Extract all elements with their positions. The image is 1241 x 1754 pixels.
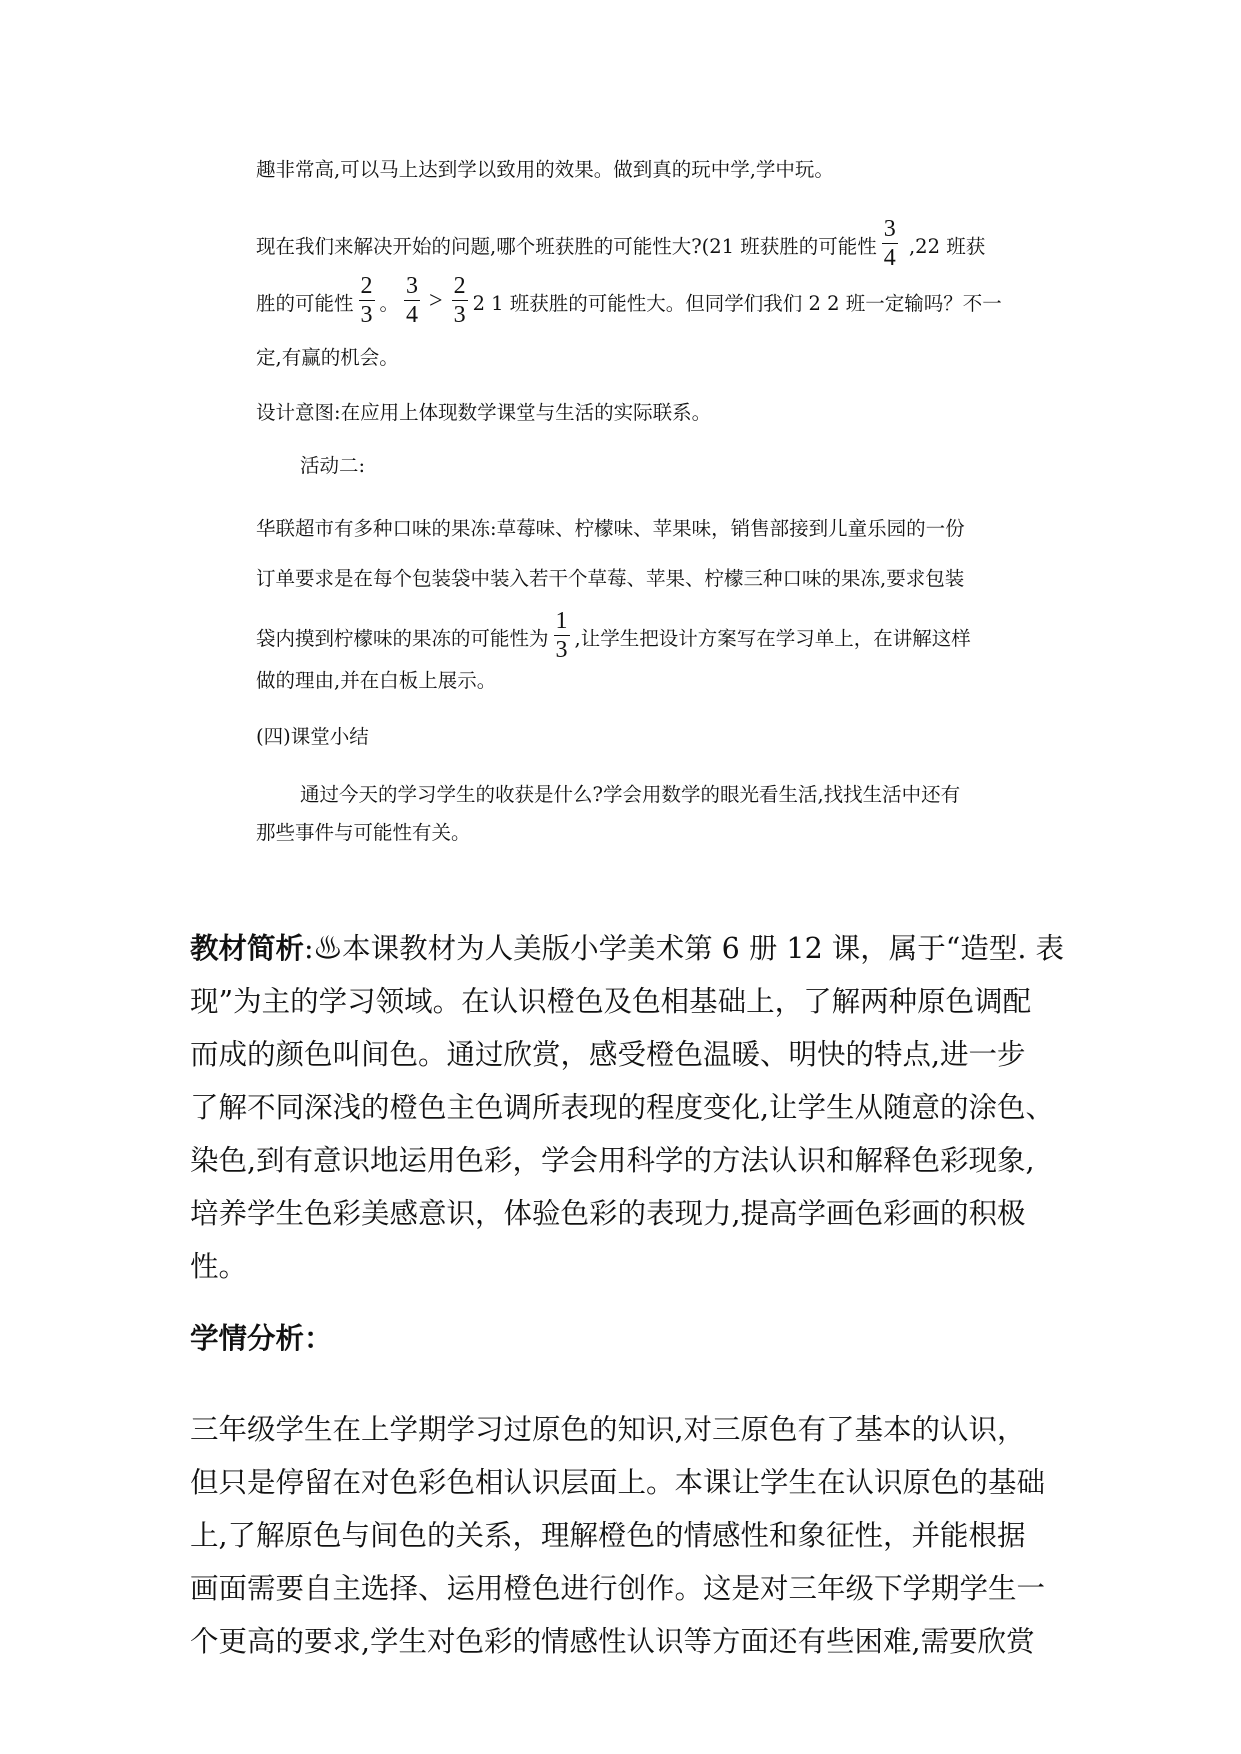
fraction-numerator: 1 [555,608,568,634]
textbook-analysis-line-5: 染色,到有意识地运用色彩，学会用科学的方法认识和解释色彩现象, [190,1144,1035,1177]
summary-line-2: 那些事件与可能性有关。 [256,821,471,844]
learner-analysis-heading: 学情分析： [190,1322,333,1355]
activity-text: ,让学生把设计方案写在学习单上，在讲解这样 [574,627,971,650]
summary-line-1: 通过今天的学习学生的收获是什么?学会用数学的眼光看生活,找找生活中还有 [300,783,961,806]
fraction [452,273,468,328]
textbook-analysis-line-4: 了解不同深浅的橙色主色调所表现的程度变化,让学生从随意的涂色、 [190,1091,1055,1124]
activity-line-1: 华联超市有多种口味的果冻:草莓味、柠檬味、苹果味，销售部接到儿童乐园的一份 [256,517,965,540]
question-text: 胜的可能性 [256,292,354,315]
learner-analysis-line-1: 三年级学生在上学期学习过原色的知识,对三原色有了基本的认识， [190,1413,1026,1446]
activity-line-2: 订单要求是在每个包装袋中装入若干个草莓、苹果、柠檬三种口味的果冻,要求包装 [256,567,965,590]
question-line-3: 定,有赢的机会。 [256,346,399,369]
learner-analysis-line-5: 个更高的要求,学生对色彩的情感性认识等方面还有些困难,需要欣赏 [190,1625,1035,1658]
fraction-numerator: 3 [406,273,419,299]
activity-two-heading: 活动二: [300,454,366,477]
fraction-denominator: 3 [555,637,568,663]
fraction-numerator: 3 [883,216,896,242]
learner-analysis-line-3: 上,了解原色与间色的关系，理解橙色的情感性和象征性，并能根据 [190,1519,1026,1552]
fraction-denominator: 3 [453,302,466,328]
summary-heading: (四)课堂小结 [256,725,369,748]
fraction-numerator: 2 [360,273,373,299]
activity-text: 袋内摸到柠檬味的果冻的可能性为 [256,627,549,650]
textbook-analysis-line-6: 培养学生色彩美感意识，体验色彩的表现力,提高学画色彩画的积极 [190,1197,1026,1230]
question-text: 。 [379,292,400,315]
textbook-analysis-line-2: 现”为主的学习领域。在认识橙色及色相基础上，了解两种原色调配 [190,985,1032,1018]
textbook-analysis-line-1 [190,924,1064,974]
fraction [554,608,570,663]
question-text: ,22 班获 [902,235,986,258]
activity-line-4: 做的理由,并在白板上展示。 [256,669,497,692]
activity-line-3 [256,608,971,667]
question-text: 2 1 班获胜的可能性大。但同学们我们 2 2 班一定输吗？不一 [472,292,1002,315]
learner-analysis-line-2: 但只是停留在对色彩色相认识层面上。本课让学生在认识原色的基础 [190,1466,1046,1499]
textbook-analysis-line-3: 而成的颜色叫间色。通过欣赏，感受橙色温暖、明快的特点,进一步 [190,1038,1026,1071]
learner-analysis-line-4: 画面需要自主选择、运用橙色进行创作。这是对三年级下学期学生一 [190,1572,1046,1605]
fraction-denominator: 4 [883,245,896,271]
intro-line: 趣非常高,可以马上达到学以致用的效果。做到真的玩中学,学中玩。 [256,158,834,181]
question-text: 现在我们来解决开始的问题,哪个班获胜的可能性大?(21 班获胜的可能性 [256,235,877,258]
design-intent: 设计意图:在应用上体现数学课堂与生活的实际联系。 [256,401,712,424]
question-line-2 [256,273,1002,332]
fraction-numerator: 2 [453,273,466,299]
greater-than-sign: > [429,287,443,314]
fraction [359,273,375,328]
textbook-analysis-heading: 教材简析 [190,932,305,965]
fraction-denominator: 3 [360,302,373,328]
heading-lead-mark: :♨ [304,932,343,965]
textbook-analysis-line-7: 性。 [190,1250,248,1283]
fraction-denominator: 4 [406,302,419,328]
textbook-analysis-text: 本课教材为人美版小学美术第 6 册 12 课，属于“造型. 表 [342,932,1064,965]
question-line-1 [256,216,986,275]
fraction [404,273,420,328]
fraction [882,216,898,271]
